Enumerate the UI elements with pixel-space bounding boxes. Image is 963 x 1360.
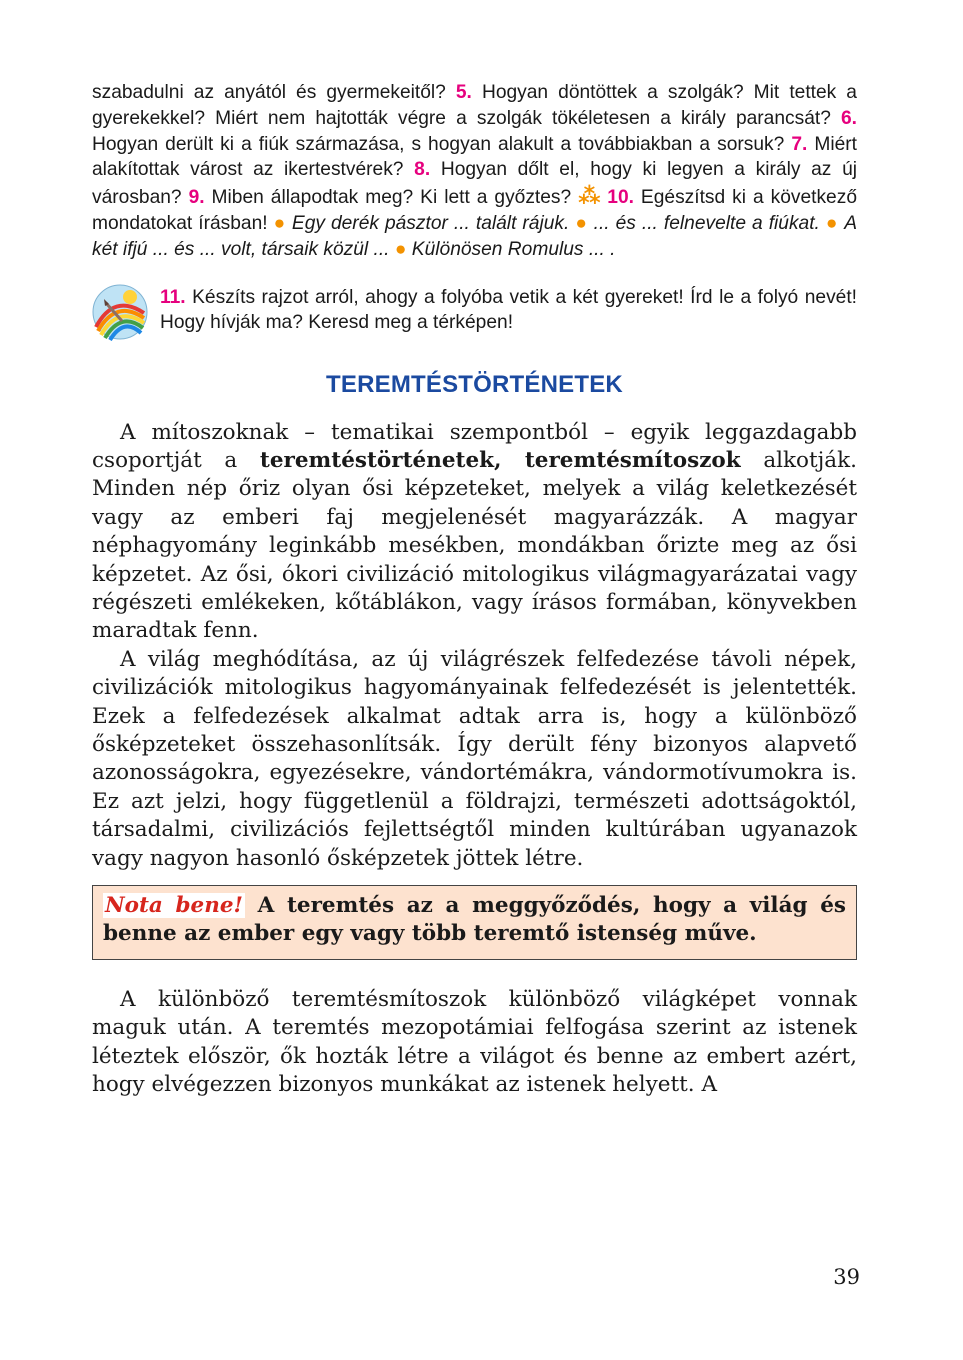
body-text xyxy=(92,419,857,874)
question-text: Hogyan derült ki a fiúk származása, s hogyan alakult a továbbiakban a sorsuk? xyxy=(92,133,792,155)
paragraph-2: A világ meghódítása, az új világrészek felfedezése távoli népek, civilizációk mitologikus hagyományainak felfedezését is jelentették. Ezek a felfedezések alkalmat adtak arra is, hogy a különböző ősképzeteket összehasonlítsák. Így derült fény bizonyos alapvető azonosságokra, egyezésekre, vándortémákra, vándormotívumokra is. Ez azt jelzi, hogy függetlenül a földrajzi, természeti adottságoktól, társadalmi, civilizációs fejlettségtől minden kultúrában ugyanazok vagy nagyon hasonló ősképzetek jöttek létre. xyxy=(92,646,857,871)
section-title: TEREMTÉSTÖRTÉNETEK xyxy=(326,370,623,398)
fill-in-sentence: Különösen Romulus ... . xyxy=(411,238,616,260)
page-number: 39 xyxy=(833,1265,860,1289)
page-content xyxy=(92,80,857,1100)
question-number-6: 6. xyxy=(840,107,857,129)
question-number-9: 9. xyxy=(188,187,205,209)
bullet-icon: ● xyxy=(394,238,407,260)
nota-bene-box xyxy=(92,885,857,960)
paragraph-3: A különböző teremtésmítoszok különböző világképet vonnak maguk után. A teremtés mezopotámiai felfogása szerint az istenek léteztek először, ők hozták létre a világot és benne az embert azért, hogy elvégezzen bizonyos munkákat az istenek helyett. A xyxy=(92,986,857,1098)
question-text: Hogyan döntöttek a szolgák? Mit tettek a gyerekekkel? Miért nem hajtották végre a szolgák tökéletesen a király parancsát? xyxy=(92,82,857,129)
question-number-11: 11. xyxy=(160,286,186,308)
paragraph-text: alkotják. Minden nép őriz olyan ősi képzeteket, melyek a világ keletkezését vagy az emberi faj megjelenését magyarázzák. A magyar néphagyomány leginkább mesékben, mondákban őrizte meg az ősi képzetet. Az ősi, ókori civilizáció mitologikus világmagyarázatai vagy régészeti emlékeken, kőtáblákon, vagy írásos formában, könyvekben maradtak fenn. xyxy=(92,447,857,644)
task-11-text xyxy=(160,285,857,337)
question-number-8: 8. xyxy=(414,159,431,181)
bullet-icon: ● xyxy=(575,212,588,234)
asterisk-group-icon: ⁂ xyxy=(578,183,601,209)
task-11-body: Készíts rajzot arról, ahogy a folyóba vetik a két gyereket! Írd le a folyó nevét! Hogy hívják ma? Keresd meg a térképen! xyxy=(160,286,857,334)
question-text: szabadulni az anyától és gyermekeitől? xyxy=(92,82,456,103)
paragraph-1 xyxy=(92,419,857,646)
question-text: Hogyan dőlt el, hogy ki legyen a király az új városban? xyxy=(92,159,858,209)
question-text: Egészítsd ki a következő mondatokat írásban! xyxy=(92,187,857,234)
key-term: teremtéstörténetek, teremtésmítoszok xyxy=(259,447,741,473)
nota-bene-text: A teremtés az a meggyőződés, hogy a világ és benne az ember egy vagy több teremtő istenség műve. xyxy=(103,893,846,947)
fill-in-sentence: ... és ... felnevelte a fiúkat. xyxy=(593,212,820,234)
bullet-icon: ● xyxy=(825,212,839,234)
question-number-7: 7. xyxy=(791,133,808,155)
questions-block xyxy=(92,80,857,263)
nota-bene-label: Nota bene! xyxy=(105,893,243,919)
question-number-5: 5. xyxy=(455,82,472,103)
task-11 xyxy=(92,285,857,341)
bullet-icon: ● xyxy=(273,212,286,234)
body-text-continued xyxy=(92,986,857,1100)
question-text: Miben állapodtak meg? Ki lett a győztes? xyxy=(204,187,579,209)
paragraph-text: A mítoszoknak – tematikai szempontból – egyik leggazdagabb csoportját a xyxy=(92,419,857,473)
question-text: Miért alakítottak várost az ikertestvérek? xyxy=(92,133,857,181)
question-number-10: 10. xyxy=(607,187,634,209)
fill-in-sentence: A két ifjú ... és ... volt, társaik közül ... xyxy=(92,212,857,260)
rainbow-drawing-icon xyxy=(92,283,148,341)
fill-in-sentence: Egy derék pásztor ... talált rájuk. xyxy=(291,212,570,234)
